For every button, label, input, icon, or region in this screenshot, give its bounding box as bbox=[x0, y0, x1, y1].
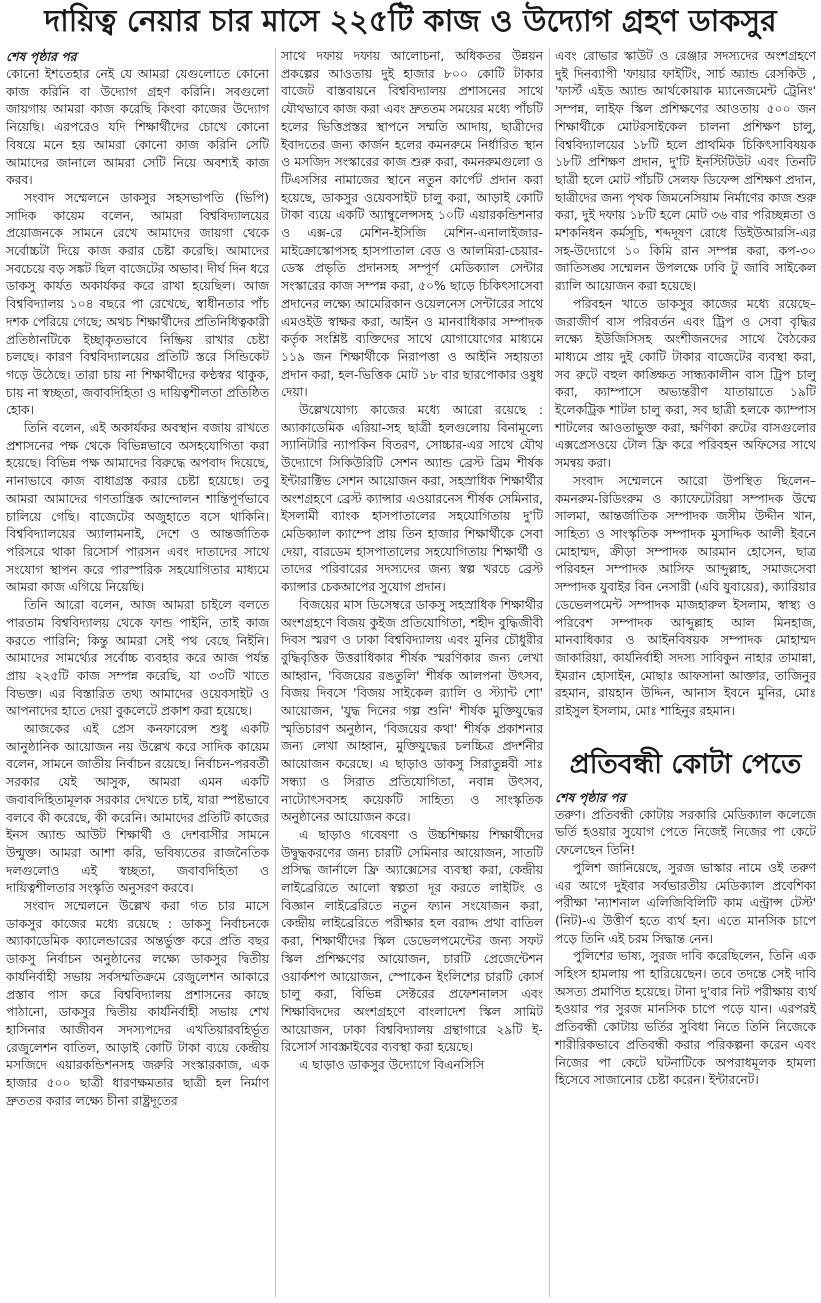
article-paragraph: তিনি আরো বলেন, আজ আমরা চাইলে বলতে পারতাম বিশ্ববিদ্যালয় থেকে ফান্ড পাইনি, তাই কাজ করতে পারিনি; কিন্তু আমরা সেই পথ বেছে নিইনি। আমাদের সামর্থ্যের সর্বোচ্চ ব্যবহার করে আজ পর্যন্ত প্রায় ২২৫টি কাজ সম্পন্ন করেছি, যা ৩৩টি খাতে বিভক্ত। এর বিস্তারিত তথ্য আমাদের ওয়েবসাইট ও আপনাদের হাতে দেয়া বুকলেটে প্রকাশ করা হয়েছে। bbox=[6, 598, 269, 719]
article-column-3 bbox=[555, 48, 816, 1090]
continuation-kicker: শেষ পৃষ্ঠার পর bbox=[555, 789, 626, 805]
article-paragraph: এবং রোভার স্কাউট ও রেঞ্জার সদস্যদের অংশগ্রহণে দুই দিনব্যাপী 'ফায়ার ফাইটিং, সার্চ অ্যান্ড রেসকিউ , 'ফার্স্ট এইড অ্যান্ড আর্থকোয়াক ম্যানেজমেন্ট ট্রেনিং' সম্পন্ন, লাইফ স্কিল প্রশিক্ষণের আওতায় ৫০০ জন শিক্ষার্থীকে মোটরসাইকেল চালনা প্রশিক্ষণ চালু, বিশ্ববিদ্যালয়ের ১৮টি হলে প্রাথমিক চিকিৎসাবিষয়ক ১৮টি প্রশিক্ষণ প্রদান, দু'টি ইনস্টিটিউট এবং তিনটি ছাত্রী হলে মোট পাঁচটি সেলফ ডিফেন্স প্রশিক্ষণ প্রদান, ছাত্রীদের জন্য পৃথক জিমনেসিয়াম নির্মাণের কাজ শুরু করা, দুই দফায় ১৮টি হলে মোট ৩৬ বার পরিচ্ছন্নতা ও মশকনিধন কর্মসূচি, শব্দদূষণ রোধে ডিইউআরসি-এর সহ-উদ্যোগে ১০ কিমি রান সম্পন্ন করা, কপ-৩০ জাতিসঙ্ঘ সম্মেলন উপলক্ষে ঢাবি টু জাবি সাইকেল র‍্যালি আয়োজন করা হয়েছে। bbox=[555, 49, 816, 294]
article-paragraph: পুলিশের ভাষ্য, সুরজ দাবি করেছিলেন, তিনি এক সহিংস হামলায় পা হারিয়েছেন। তবে তদন্তে সেই দাবি অসত্য প্রমাণিত হয়েছে। টানা দু'বার নিট পরীক্ষায় ব্যর্থ হওয়ার পর সুরজ মানসিক চাপে পড়ে যান। এরপরই প্রতিবন্ধী কোটায় ভর্তির সুবিধা নিতে তিনি নিজেকে শারীরিকভাবে প্রতিবন্ধী করার পরিকল্পনা করেন এবং নিজের পা কেটে ঘটনাটিকে অপরাধমূলক হামলা হিসেবে সাজানোর চেষ্টা করেন। ইন্টারনেট। bbox=[555, 949, 816, 1088]
continuation-kicker: শেষ পৃষ্ঠার পর bbox=[6, 49, 77, 64]
column-divider bbox=[549, 48, 550, 1297]
article-column-2 bbox=[281, 48, 543, 1075]
column-divider bbox=[275, 48, 276, 1297]
article-headline: দায়িত্ব নেয়ার চার মাসে ২২৫টি কাজ ও উদ্যোগ গ্রহণ ডাকসুর bbox=[44, 4, 777, 39]
article-paragraph: পরিবহন খাতে ডাকসুর কাজের মধ্যে রয়েছে– জরাজীর্ণ বাস পরিবর্তন এবং ট্রিপ ও সেবা বৃদ্ধির লক্ষ্যে ইউজিসিসহ অংশীজনদের সাথে বৈঠকের মাধ্যমে প্রায় দুই কোটি টাকার বাজেটের ব্যবস্থা করা, সব রুটে বহুল কাঙ্ক্ষিত সান্ধ্যকালীন বাস ট্রিপ চালু করা, ক্যাম্পাসে অভ্যন্তরীণ যাতায়াতে ১৯টি ইলেকট্রিক শাটল চালু করা, সব ছাত্রী হলকে ক্যাম্পাস শাটলের আওতাভুক্ত করা, ক্ষণিকা রুটের বাসগুলোর এক্সপ্রেসওয়ে টোল ফ্রি করে পরিবহন অফিসের সাথে সমন্বয় করা। bbox=[555, 296, 816, 471]
article-paragraph: সংবাদ সম্মেলনে উল্লেখ করা গত চার মাসে ডাকসুর কাজের মধ্যে রয়েছে : ডাকসু নির্বাচনকে অ্যাকাডেমিক ক্যালেন্ডারের অন্তর্ভুক্ত করে প্রতি বছর ডাকসু নির্বাচন অনুষ্ঠানের লক্ষ্যে ডাকসুর দ্বিতীয় কার্যনির্বাহী সভায় সর্বসম্মতিক্রমে রেজুলেশন আকারে প্রস্তাব পাস করে বিশ্ববিদ্যালয় প্রশাসনের কাছে পাঠানো, ডাকসুর দ্বিতীয় কার্যনির্বাহী সভায় শেখ হাসিনার আজীবন সদস্যপদের এখতিয়ারবহির্ভূত রেজুলেশন বাতিল, আড়াই কোটি টাকা ব্যয়ে কেন্দ্রীয় মসজিদে এয়ারকন্ডিশনসহ জরুরি সংস্কারকাজ, এক হাজার ৫০০ ছাত্রী ধারণক্ষমতার ছাত্রী হল নির্মাণ দ্রুততর করার লক্ষ্যে চীনা রাষ্ট্রদূতের bbox=[6, 899, 269, 1108]
article-paragraph: এ ছাড়াও ডাকসুর উদ্যোগে বিএনসিসি bbox=[299, 1058, 484, 1073]
headline-container bbox=[0, 0, 821, 44]
article-paragraph: কোনো ইশতেহার নেই যে আমরা যেগুলোতে কোনো কাজ করিনি বা উদ্যোগ গ্রহণ করিনি। সবগুলো জায়গায় আমরা কাজ করেছি কিংবা কাজের উদ্যোগ নিয়েছি। এরপরেও যদি শিক্ষার্থীদের চোখে কোনো বিষয়ে মনে হয় আমরা কোনো কাজ করিনি সেটি আমাদের জানালে আমরা সেটি নিয়ে অবশ্যই কাজ করব। bbox=[6, 67, 269, 188]
article-paragraph: উল্লেখযোগ্য কাজের মধ্যে আরো রয়েছে : অ্যাকাডেমিক এরিয়া-সহ ছাত্রী হলগুলোয় বিনামূল্যে স্যানিটারি ন্যাপকিন বিতরণ, সোচ্চার-এর সাথে যৌথ উদ্যোগে সিকিউরিটি সেশন অ্যান্ড ব্রেস্ট ব্রিম শীর্ষক ইন্টারাক্টিভ সেশন আয়োজন করা, সহস্রাধিক শিক্ষার্থীর অংশগ্রহণে ব্রেস্ট ক্যান্সার এওয়ারনেস শীর্ষক সেমিনার, ইসলামী ব্যাংক হাসপাতালের সহযোগিতায় দু'টি মেডিক্যাল ক্যাম্পে প্রায় তিন হাজার শিক্ষার্থীকে সেবা দেয়া, বারডেম হাসপাতালের সহযোগিতায় শিক্ষার্থী ও তাদের পরিবারের সদস্যদের জন্য স্বল্প খরচে ব্রেস্ট ক্যান্সার চেকআপের সুযোগ প্রদান। bbox=[281, 403, 543, 595]
second-article-headline: প্রতিবন্ধী কোটা পেতে bbox=[569, 748, 802, 780]
article-paragraph: তরুণ। প্রতিবন্ধী কোটায় সরকারি মেডিক্যাল কলেজে ভর্তি হওয়ার সুযোগ পেতে নিজেই নিজের পা কেটে ফেলেছেন তিনি! bbox=[555, 807, 816, 858]
article-paragraph: বিজয়ের মাস ডিসেম্বরে ডাকসু সহস্রাধিক শিক্ষার্থীর অংশগ্রহণে বিজয় কুইজ প্রতিযোগিতা, শহীদ বুদ্ধিজীবী দিবস স্মরণ ও ঢাকা বিশ্ববিদ্যালয় এবং মুনির চৌধুরীর বুদ্ধিবৃত্তিক উত্তরাধিকার শীর্ষক স্মরণিকার জন্য লেখা আহ্বান, 'বিজয়ের রঙতুলি' শীর্ষক আলপনা উৎসব, বিজয় দিবসে 'বিজয় সাইকেল র‍্যালি ও স্ট্যান্ট শো' আয়োজন, 'যুদ্ধ দিনের গল্প শুনি' শীর্ষক মুক্তিযুদ্ধের স্মৃতিচারণ অনুষ্ঠান, 'বিজয়ের কথা' শীর্ষক প্রকাশনার জন্য লেখা আহ্বান, মুক্তিযুদ্ধের চলচ্চিত্র প্রদর্শনীর আয়োজন করেছে। এ ছাড়াও ডাকসু সিরাতুন্নবী সাঃ সন্ধ্যা ও সিরাত প্রতিযোগিতা, নবান্ন উৎসব, নাট্যোৎসবসহ কয়েকটি সাহিত্য ও সাংস্কৃতিক অনুষ্ঠানের আয়োজন করে। bbox=[281, 597, 543, 825]
article-paragraph: আজকের এই প্রেস কনফারেন্স শুধু একটি আনুষ্ঠানিক আয়োজন নয় উল্লেখ করে সাদিক কায়েম বলেন, সামনে জাতীয় নির্বাচন রয়েছে। নির্বাচন-পরবর্তী সরকার যেই আসুক, আমরা এমন একটি জবাবদিহিতামূলক সরকার দেখতে চাই, যারা স্পষ্টভাবে বলবে কী করেছে, কী করেনি। আমাদের প্রতিটি কাজের ইনস অ্যান্ড আউট শিক্ষার্থী ও দেশবাসীর সামনে উন্মুক্ত। আমরা আশা করি, ভবিষ্যতের রাজনৈতিক দলগুলোও এই স্বচ্ছতা, জবাবদিহিতা ও দায়িত্বশীলতার সংস্কৃতি অনুসরণ করবে। bbox=[6, 722, 269, 896]
article-paragraph: তিনি বলেন, এই অকার্যকর অবস্থান বজায় রাখতে প্রশাসনের পক্ষ থেকে বিভিন্নভাবে অসহযোগিতা করা হয়েছে। বিভিন্ন পক্ষ আমাদের বিরুদ্ধে অপবাদ দিয়েছে, নানাভাবে কাজ বাধাগ্রস্ত করার চেষ্টা হয়েছে। তবু আমরা আমাদের গণতান্ত্রিক আন্দোলন শান্তিপূর্ণভাবে চালিয়ে গেছি। বাজেটের অজুহাতে বসে থাকিনি। বিশ্ববিদ্যালয়ের অ্যালামনাই, দেশে ও আন্তর্জাতিক পরিসরে থাকা রিসোর্স পারসন এবং দাতাদের সাথে সংযোগ স্থাপন করে পারস্পরিক সহযোগিতার মাধ্যমে আমরা কাজ এগিয়ে নিয়েছি। bbox=[6, 421, 269, 595]
article-paragraph: পুলিশ জানিয়েছে, সুরজ ভাস্কার নামে ওই তরুণ এর আগে দুইবার সর্বভারতীয় মেডিক্যাল প্রবেশিকা পরীক্ষা 'ন্যাশনাল এলিজিবিলিটি কাম এন্ট্রান্স টেস্ট' (নিট)-এ উত্তীর্ণ হতে ব্যর্থ হন। এতে মানসিক চাপে পড়ে তিনি এই চরম সিদ্ধান্ত নেন। bbox=[555, 860, 816, 946]
second-headline-container bbox=[555, 743, 816, 787]
article-paragraph: সাথে দফায় দফায় আলোচনা, অধিকতর উন্নয়ন প্রকল্পের আওতায় দুই হাজার ৮০০ কোটি টাকার বাজেট বাস্তবায়নে বিশ্ববিদ্যালয় প্রশাসনের সাথে যৌথভাবে কাজ করা এবং দ্রুততম সময়ের মধ্যে পাঁচটি হলের ভিত্তিপ্রস্তর স্থাপনে সম্মতি আদায়, ছাত্রীদের ইবাদতের জন্য কার্জন হলের কমনরুমে নির্ধারিত স্থান ও মসজিদ সংস্কারের কাজ শুরু করা, কমনরুমগুলো ও টিএসসির নামাজের স্থানে নতুন কার্পেট প্রদান করা হয়েছে, ডাকসুর ওয়েবসাইট চালু করা, আড়াই কোটি টাকা ব্যয়ে একটি অ্যাম্বুলেন্সসহ ১০টি এয়ারকন্ডিশনার ও এক্স-রে মেশিন-ইসিজি মেশিন-এনালাইজার-মাইক্রোস্কোপসহ হাসপাতাল বেড ও আলমিরা-চেয়ার-ডেস্ক প্রভৃতি প্রদানসহ সম্পূর্ণ মেডিক্যাল সেন্টার সংস্কারের কাজ সম্পন্ন করা, ৫০% ছাড়ে চিকিৎসাসেবা প্রদানের লক্ষ্যে আমেরিকান ওয়েলনেস সেন্টারের সাথে এমওইউ স্বাক্ষর করা, আইন ও মানবাধিকার সম্পাদক কর্তৃক সংশ্লিষ্ট ব্যক্তিদের সাথে যোগাযোগের মাধ্যমে ১১৯ জন শিক্ষার্থীকে নিরাপত্তা ও আইনি সহায়তা প্রদান করা, হল-ভিত্তিক মোট ১৮ বার ছারপোকার ওষুধ দেয়া। bbox=[281, 49, 543, 400]
article-paragraph: সংবাদ সম্মেলনে ডাকসুর সহসভাপতি (ভিপি) সাদিক কায়েম বলেন, আমরা বিশ্ববিদ্যালয়ের প্রয়োজনকে সামনে রেখে আমাদের জায়গা থেকে সর্বোচ্চটা দিয়ে কাজ করার চেষ্টা করেছি। আমাদের সবচেয়ে বড় সঙ্কট ছিল বাজেটের অভাব। দীর্ঘ দিন ধরে ডাকসু কার্যত অকার্যকর করে রাখা হয়েছিল। আজ বিশ্ববিদ্যালয় ১০৪ বছরে পা রেখেছে, স্বাধীনতার পাঁচ দশক পেরিয়ে গেছে; অথচ শিক্ষার্থীদের প্রতিনিধিত্বকারী প্রতিষ্ঠানটিকে ইচ্ছাকৃতভাবে নিষ্ক্রিয় রাখার চেষ্টা চলছে। কারণ বিশ্ববিদ্যালয়ের প্রতিটি স্তরে সিন্ডিকেট গড়ে উঠেছে। তারা চায় না শিক্ষার্থীদের কণ্ঠস্বর থাকুক, চায় না স্বচ্ছতা, জবাবদিহিতা ও দায়িত্বশীলতা প্রতিষ্ঠিত হোক। bbox=[6, 190, 269, 418]
article-paragraph: সংবাদ সম্মেলনে আরো উপস্থিত ছিলেন– কমনরুম-রিডিংরুম ও ক্যাফেটেরিয়া সম্পাদক উম্মে সালমা, আন্তর্জাতিক সম্পাদক জসীম উদ্দীন খান, সাহিত্য ও সাংস্কৃতিক সম্পাদক মুসাদ্দিক আলী ইবনে মোহাম্মদ, ক্রীড়া সম্পাদক আরমান হোসেন, ছাত্র পরিবহন সম্পাদক আসিফ আব্দুল্লাহ, সমাজসেবা সম্পাদক যুবাইর বিন নেসারী (এবি যুবায়ের), ক্যারিয়ার ডেভেলপমেন্ট সম্পাদক মাজহারুল ইসলাম, স্বাস্থ্য ও পরিবেশ সম্পাদক আব্দুল্লাহ আল মিনহাজ, মানবাধিকার ও আইনবিষয়ক সম্পাদক মোহাম্মদ জাকারিয়া, কার্যনির্বাহী সদস্য সাবিকুন নাহার তামান্না, ইমরান হোসাইন, মোছাঃ আফসানা আক্তার, তাজিনুর রহমান, রায়হান উদ্দিন, আনাস ইবনে মুনির, মোঃ রাইসুল ইসলাম, মোঃ শাহিনুর রহমান। bbox=[555, 473, 816, 719]
article-paragraph: এ ছাড়াও গবেষণা ও উচ্চশিক্ষায় শিক্ষার্থীদের উদ্বুদ্ধকরণের জন্য চারটি সেমিনার আয়োজন, সাতটি প্রসিদ্ধ জার্নালে ফ্রি অ্যাক্সেসের ব্যবস্থা করা, কেন্দ্রীয় লাইব্রেরিতে আলো স্বল্পতা দূর করতে লাইটিং ও বিজ্ঞান লাইব্রেরিতে নতুন ফ্যান সংযোজন করা, কেন্দ্রীয় লাইব্রেরিতে পরীক্ষার হল বরাদ্দ প্রথা বাতিল করা, শিক্ষার্থীদের স্কিল ডেভেলপমেন্টের জন্য সফট স্কিল প্রশিক্ষণের আয়োজন, চারটি প্রেজেন্টেশন ওয়ার্কশপ আয়োজন, স্পোকেন ইংলিশের চারটি কোর্স চালু করা, বিভিন্ন সেক্টরের প্রফেশনালস এবং শিক্ষাবিদদের অংশগ্রহণে বাংলাদেশ স্কিল সামিট আয়োজন, ঢাকা বিশ্ববিদ্যালয় গ্রন্থাগারে ২৯টি ই-রিসোর্স সাবস্ক্রাইবের ব্যবস্থা করা হয়েছে। bbox=[281, 827, 543, 1055]
article-column-1 bbox=[6, 48, 269, 1110]
